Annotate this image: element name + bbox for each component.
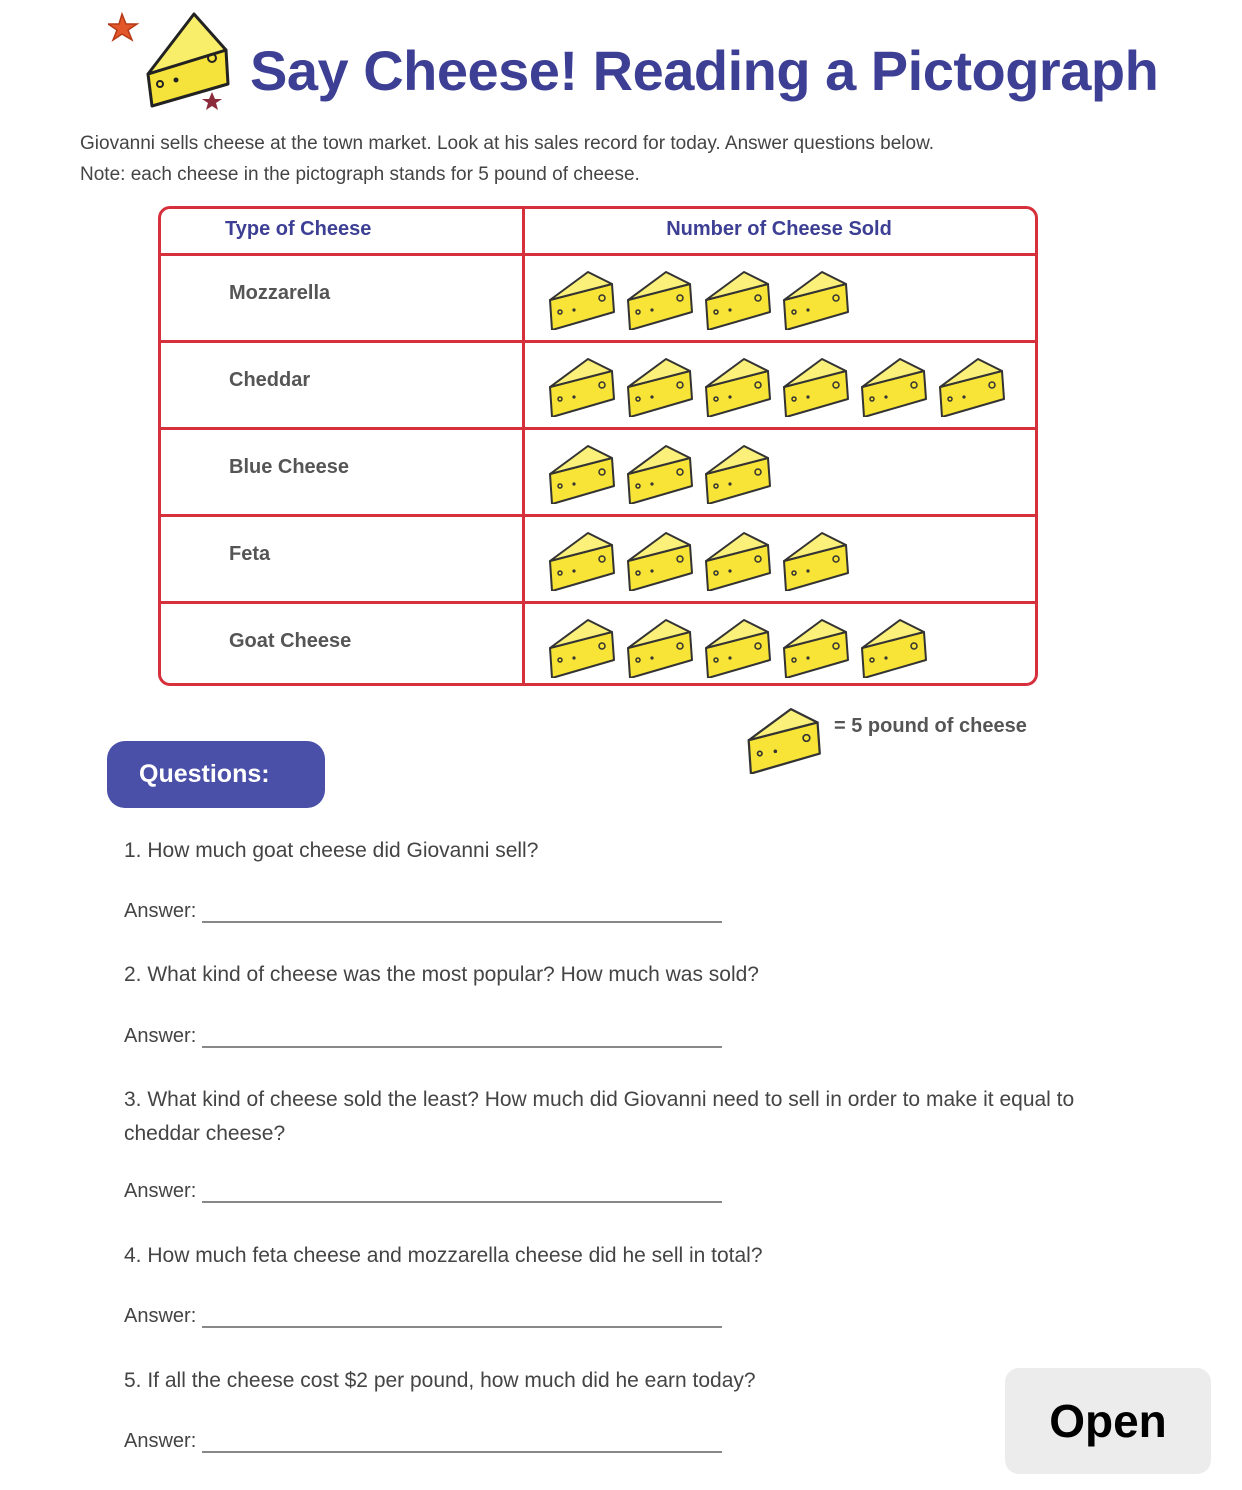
pictograph-row <box>161 343 1035 427</box>
answer-line[interactable] <box>202 1183 722 1203</box>
cheese-icon <box>700 614 772 678</box>
answer-line[interactable] <box>202 1433 722 1453</box>
cheese-icon <box>700 440 772 504</box>
pictograph-table <box>158 206 1038 686</box>
question-2: 2. What kind of cheese was the most popular? How much was sold? <box>124 963 759 986</box>
answer-label: Answer: <box>124 1025 197 1047</box>
cheese-type-label: Mozzarella <box>229 282 331 304</box>
cheese-icon <box>544 527 616 591</box>
cheese-icon <box>934 353 1006 417</box>
cheese-type-label: Feta <box>229 543 271 565</box>
cheese-icon <box>622 353 694 417</box>
questions-button[interactable]: Questions: <box>107 741 325 808</box>
answer-label: Answer: <box>124 1430 197 1452</box>
intro-line-1: Giovanni sells cheese at the town market. Look at his sales record for today. Answer questions below. <box>80 133 935 154</box>
question-5: 5. If all the cheese cost $2 per pound, how much did he earn today? <box>124 1369 756 1392</box>
pictograph-legend <box>742 702 1027 774</box>
cheese-icons <box>544 266 856 330</box>
cheese-icon <box>856 614 928 678</box>
cheese-icon <box>622 266 694 330</box>
answer-label: Answer: <box>124 1180 197 1202</box>
question-4: 4. How much feta cheese and mozzarella cheese did he sell in total? <box>124 1244 763 1267</box>
legend-text: = 5 pound of cheese <box>834 714 1027 737</box>
cheese-icon <box>544 614 616 678</box>
cheese-icons <box>544 527 856 591</box>
question-1: 1. How much goat cheese did Giovanni sell? <box>124 839 539 862</box>
cheese-icon <box>856 353 928 417</box>
cheese-icon <box>778 353 850 417</box>
answer-4 <box>124 1305 722 1328</box>
cheese-icon <box>622 527 694 591</box>
cheese-icon <box>622 614 694 678</box>
cheese-icon <box>778 527 850 591</box>
open-button[interactable]: Open <box>1005 1368 1211 1474</box>
intro-text <box>80 128 1220 190</box>
cheese-icon <box>778 614 850 678</box>
cheese-logo-icon <box>108 6 238 121</box>
cheese-icon <box>700 527 772 591</box>
answer-1 <box>124 900 722 923</box>
pictograph-row <box>161 604 1035 686</box>
cheese-icons <box>544 440 778 504</box>
cheese-legend-icon <box>742 702 822 774</box>
answer-label: Answer: <box>124 1305 197 1327</box>
pictograph-row <box>161 517 1035 601</box>
column-header-count: Number of Cheese Sold <box>666 218 892 240</box>
cheese-icon <box>700 353 772 417</box>
answer-3 <box>124 1180 722 1203</box>
answer-label: Answer: <box>124 900 197 922</box>
cheese-type-label: Blue Cheese <box>229 456 350 478</box>
question-3: 3. What kind of cheese sold the least? How much did Giovanni need to sell in order to make it equal to cheddar cheese? <box>124 1088 1075 1145</box>
cheese-icon <box>778 266 850 330</box>
cheese-icons <box>544 614 934 678</box>
pictograph-row <box>161 430 1035 514</box>
cheese-icons <box>544 353 1012 417</box>
cheese-icon <box>544 353 616 417</box>
pictograph-row <box>161 256 1035 340</box>
answer-line[interactable] <box>202 1028 722 1048</box>
cheese-icon <box>622 440 694 504</box>
cheese-type-label: Cheddar <box>229 369 311 391</box>
intro-line-2: Note: each cheese in the pictograph stands for 5 pound of cheese. <box>80 164 640 185</box>
cheese-icon <box>544 266 616 330</box>
answer-2 <box>124 1025 722 1048</box>
answer-line[interactable] <box>202 903 722 923</box>
page-title: Say Cheese! Reading a Pictograph <box>250 39 1159 102</box>
cheese-icon <box>544 440 616 504</box>
answer-line[interactable] <box>202 1308 722 1328</box>
column-header-type: Type of Cheese <box>225 218 372 240</box>
cheese-type-label: Goat Cheese <box>229 630 352 652</box>
answer-5 <box>124 1430 722 1453</box>
cheese-icon <box>700 266 772 330</box>
